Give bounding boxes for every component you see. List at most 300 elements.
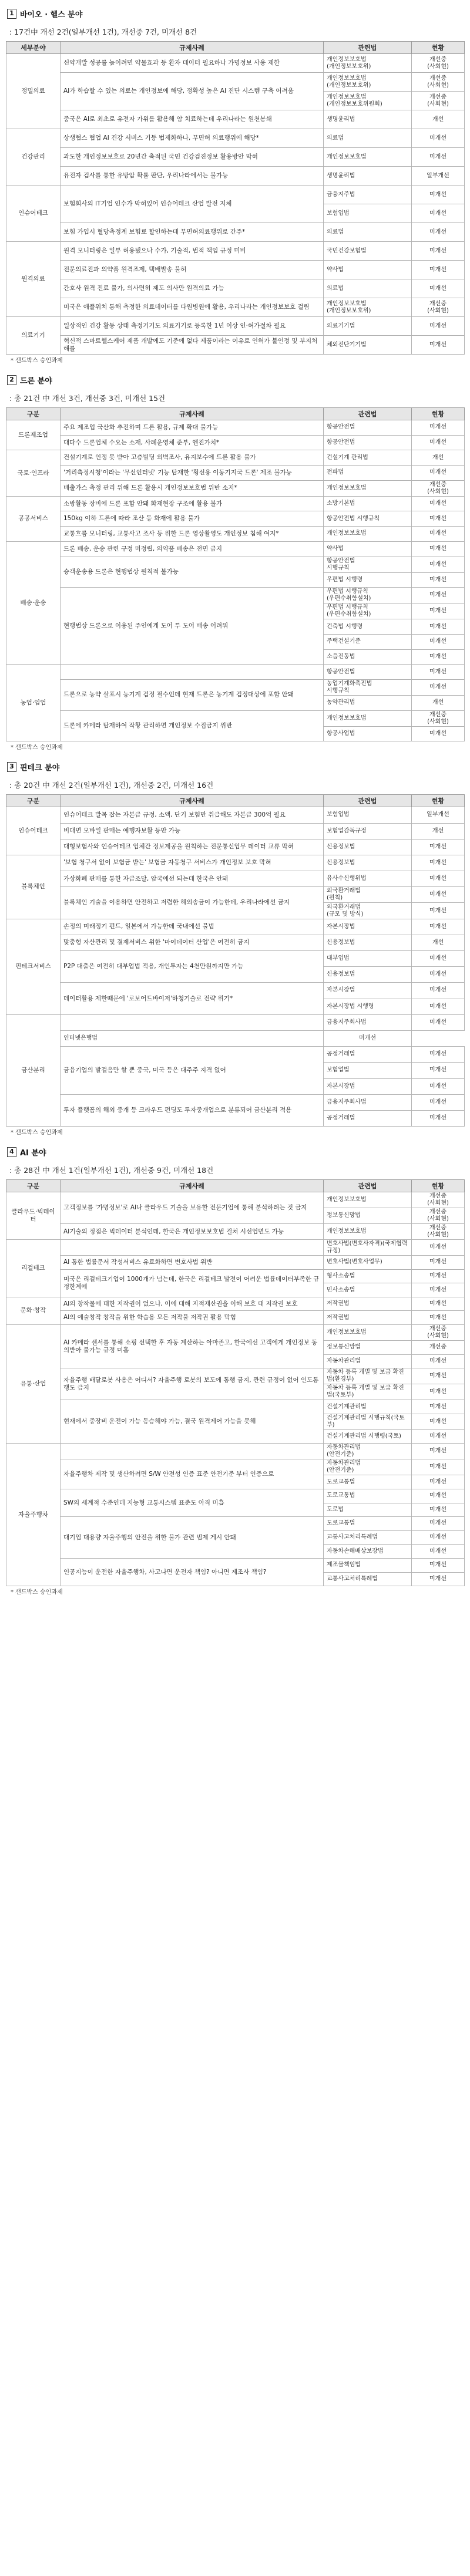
law-cell [324,148,412,167]
law-cell [324,903,412,919]
status-cell [412,1094,465,1110]
law-cell [324,129,412,148]
status-line: 미개선 [429,576,446,583]
status-line: (사회현) [427,718,449,725]
law-line: 소방기본법 [327,500,355,507]
status-cell [412,73,465,92]
status-cell [412,336,465,355]
law-line: 인터넷은행법 [63,1035,98,1042]
law-cell [324,527,412,542]
law-line: 의료기기법 [327,322,355,329]
status-cell [412,298,465,317]
status-cell [412,1530,465,1545]
status-cell [412,167,465,186]
status-cell [412,967,465,983]
header-category: 구분 [6,795,61,807]
status-line: 미개선 [429,1019,446,1026]
case-cell: 건설기계로 인정 못 받아 고층빌딩 외벽조사, 유지보수에 드론 활용 불가 [61,450,324,466]
status-cell [412,1110,465,1126]
status-cell [412,511,465,527]
status-cell [412,999,465,1014]
law-cell [324,1354,412,1368]
status-cell [412,1444,465,1459]
status-line: 미개선 [429,638,446,645]
law-cell [324,541,412,557]
status-line: 개선중 [429,1209,446,1216]
category-cell: 건강관리 [6,129,61,186]
status-line: 미개선 [429,653,446,660]
case-cell: 드론에 카메라 탑재하여 작황 관리하면 개인정보 수집금지 위반 [61,710,324,741]
status-line: 미개선 [429,1418,446,1425]
status-line: (사회현) [427,1200,449,1207]
table-header [6,42,465,54]
status-cell [412,1572,465,1586]
law-line: 공정거래법 [327,1051,355,1058]
table-header [6,795,465,807]
status-line: 미개선 [429,322,446,329]
law-cell [324,1530,412,1545]
law-cell [324,73,412,92]
law-line: 공정거래법 [327,1114,355,1121]
status-cell [412,807,465,823]
status-line: 미개선 [429,1300,446,1307]
law-cell [324,466,412,481]
law-line: 우편법 시행규칙 [327,604,368,611]
case-cell: 투자 플랫폼의 해외 중개 등 크라우드 펀딩도 투자중개업으로 분류되어 금산분리 적용 [61,1094,324,1126]
status-cell [412,1384,465,1400]
law-line: 항공안전법 시행규칙 [327,515,380,522]
table-row [6,298,465,317]
law-line: 개인정보보호법 [327,714,367,721]
law-line: (우편수취함설치) [327,595,371,602]
law-cell [324,807,412,823]
law-cell [324,572,412,588]
status-line: 미개선 [429,987,446,994]
case-cell: 주요 제조업 국산화 추진하며 드론 활용, 규제 확대 불가능 [61,420,324,436]
table-row [6,1240,465,1256]
case-cell: 교통흐름 모니터링, 교통사고 조사 등 위한 드론 영상촬영도 개인정보 침해 여지* [61,527,324,542]
status-cell [412,1545,465,1559]
case-cell: 신약개발 성공률 높이려면 약물효과 등 환자 데이터 필요하나 가명정보 사용 제한 [61,54,324,73]
status-line: 개선중 [429,93,446,100]
case-cell: 맞춤형 자산관리 및 결제서비스 위한 '마이데이터 산업'은 여전히 금지 [61,935,324,950]
status-cell [412,1078,465,1094]
law-cell [324,679,412,695]
status-cell [412,1047,465,1063]
section-number-box: 2 [7,375,16,385]
case-cell: 인슈어테크 발목 잡는 자본금 규정, 소액, 단기 보험만 취급해도 자본금 300억 필요 [61,807,324,823]
law-line: 의료법 [327,228,344,235]
law-cell [324,92,412,110]
status-cell [412,855,465,871]
table-row [6,466,465,481]
status-line: 미개선 [429,1403,446,1410]
law-line: (안전기준) [327,1467,354,1474]
case-cell: 현행법상 드론으로 이용된 주인에게 도어 투 도어 배송 어려워 [61,588,324,665]
case-cell: 대다수 드론업체 수요는 소재, 사례운영체 준부, 엔진가치* [61,435,324,450]
table-row [6,919,465,935]
status-cell [412,665,465,680]
status-line: 미개선 [429,134,446,141]
table-row [6,148,465,167]
status-line: 미개선 [429,1388,446,1395]
law-line: (개인정보보호위원회) [327,100,382,107]
law-cell [324,1283,412,1297]
status-cell [412,317,465,336]
status-cell [412,435,465,450]
law-line: 생명윤리법 [327,116,355,123]
law-line: 도로교통법 [327,1520,355,1527]
law-line: 저작권법 [327,1314,350,1321]
category-cell: 의료기기 [6,317,61,355]
status-cell [412,1192,465,1208]
status-cell [324,1030,412,1046]
law-cell [324,1545,412,1559]
law-cell [324,317,412,336]
category-cell: 농업·임업 [6,665,61,741]
case-cell: 상생협스 협업 AI 건강 서비스 기등 법제화하나, 무면허 의료행위에 해당* [61,129,324,148]
law-line: 개인정보보호법 [327,153,367,160]
status-cell [412,903,465,919]
header-case: 규제사례 [61,795,324,807]
header-case: 규제사례 [61,1180,324,1192]
law-cell [324,919,412,935]
status-line: 미개선 [429,923,446,930]
law-cell [324,1384,412,1400]
status-line: 미개선 [429,530,446,537]
law-cell [324,420,412,436]
law-line: 자본시장법 [327,923,355,930]
status-line: 미개선 [429,1259,446,1266]
status-cell [412,1325,465,1341]
status-cell [412,1503,465,1517]
status-line: 미개선 [429,500,446,507]
section-title-text: AI 분야 [20,1148,46,1158]
case-cell: AI의 창작물에 대한 저작권이 없으나, 이에 대해 지적재산권을 이해 보호 대 저작권 보호 [61,1297,324,1311]
status-cell [412,1240,465,1256]
law-cell [324,1368,412,1384]
law-cell [324,557,412,572]
law-line: 우편법 시행령 [327,576,363,583]
status-line: 미개선 [429,668,446,675]
law-cell [324,1459,412,1475]
status-cell [412,1311,465,1325]
status-cell [412,1475,465,1489]
section-number-box: 4 [7,1147,16,1157]
law-cell [324,54,412,73]
law-cell [324,649,412,665]
status-line: 미개선 [429,1083,446,1090]
law-cell [324,1297,412,1311]
status-cell [412,871,465,887]
status-line: 개선 [432,116,444,123]
status-line: 개선중 [429,56,446,63]
header-category: 구분 [6,1180,61,1192]
law-line: 정보통신망법 [327,1344,361,1351]
status-cell [412,588,465,603]
section-title [6,1142,464,1162]
status-line: 개선 [432,699,444,706]
status-line: 미개선 [429,247,446,254]
law-cell [324,110,412,129]
status-line: 미개선 [429,1575,446,1582]
status-line: 미개선 [429,1520,446,1527]
law-cell [324,1208,412,1224]
case-cell: 데이터활용 제한때문에 '로보어드바이저'하청기술로 전략 위기* [61,983,324,1014]
status-line: (사회현) [427,307,449,314]
status-line: 개선중 [429,481,446,488]
law-cell [324,298,412,317]
case-cell: '거리측정시청'이라는 '무선인터넷' 기능 탑재한 '횡선용 이동기지국 드론' 제조 불가능 [61,466,324,481]
case-cell: 유전자 검사를 통한 유방암 확률 판단, 우리나라에서는 불가능 [61,167,324,186]
category-cell: 인슈어테크 [6,186,61,242]
status-line: 미개선 [429,1098,446,1105]
table-row [6,242,465,261]
table-row [6,871,465,887]
case-cell: AI가 학습할 수 있는 의료는 개인정보에 해당, 정확성 높은 AI 진단 시스템 구축 어려움 [61,73,324,110]
status-line: 미개선 [429,623,446,630]
status-cell [412,1224,465,1240]
law-line: 건축법 시행령 [327,623,363,630]
law-line: 자동차관리법 [327,1357,361,1364]
law-line: 항공안전법 [327,668,355,675]
case-cell: 승객운송용 드론은 현행법상 원칙적 불가능 [61,557,324,588]
status-cell [412,1014,465,1030]
law-line: 유사수신행위법 [327,875,367,882]
status-line: 미개선 [429,859,446,866]
status-cell [412,839,465,855]
status-line: (사회현) [427,488,449,495]
law-line: 자본시장법 시행령 [327,1003,374,1010]
law-cell [324,336,412,355]
law-cell [324,1558,412,1572]
law-line: 약사법 [327,266,344,273]
category-cell: 유통·산업 [6,1325,61,1444]
law-cell [324,634,412,649]
table-row [6,855,465,871]
status-line: 미개선 [429,1433,446,1440]
status-cell [412,186,465,204]
status-line: 개선 [432,939,444,946]
case-cell: 드론 배송, 운송 관련 규정 미정립, 의약품 배송은 전면 금지 [61,541,324,557]
status-line: (사회현) [427,63,449,70]
law-line: 국민건강보험법 [327,247,367,254]
case-cell [61,665,324,680]
law-line: 소음진동법 [327,653,355,660]
status-line: 미개선 [429,424,446,431]
status-line: 미개선 [429,875,446,882]
table-row [6,1400,465,1414]
status-cell [412,983,465,999]
law-line: 자동차관리법 [327,1460,361,1467]
table-row [6,1192,465,1208]
table-row [6,511,465,527]
status-line: (사회현) [427,1232,449,1239]
law-line: 변호사법(변호사업무) [327,1259,382,1266]
law-line: (원칙) [327,895,343,902]
status-line: 미개선 [429,515,446,522]
status-cell [412,242,465,261]
law-cell [324,967,412,983]
case-cell: 가상화폐 판매를 통한 자금조달, 암국에선 되는데 한국은 안돼 [61,871,324,887]
case-cell: 소방활동 장비에 드론 포함 안돼 화재현장 구조에 활용 불가 [61,496,324,511]
status-cell [412,919,465,935]
status-line: 미개선 [429,545,446,552]
category-cell: 공공서비스 [6,496,61,541]
status-line: 미개선 [429,1051,446,1058]
status-line: 개선중 [429,300,446,307]
status-cell [412,1414,465,1429]
status-cell [412,572,465,588]
case-cell [61,1240,324,1256]
category-cell: 금산분리 [6,1014,61,1126]
law-cell [324,1014,412,1030]
status-line: 미개선 [429,1373,446,1380]
status-cell [412,634,465,649]
table-row [6,336,465,355]
table-row [6,1047,465,1063]
category-cell: 리걸테크 [6,1240,61,1297]
case-cell: 대형보험사와 인슈어테크 업체간 정보제공을 원칙하는 전문통신업무 데이터 교류 막혀 [61,839,324,855]
regulation-table [6,41,465,355]
law-cell [324,261,412,279]
table-row [6,1094,465,1110]
section-title-text: 드론 분야 [20,376,52,386]
law-line: 대부업법 [327,955,350,962]
table-row [6,1325,465,1341]
table-row [6,935,465,950]
law-line: 자동차손해배상보장법 [327,1547,384,1555]
status-cell [412,1459,465,1475]
footnote: * 샌드박스 승인과제 [11,358,63,364]
law-cell [324,1475,412,1489]
law-line: 신용정보법 [327,859,355,866]
category-cell: 핀테크서비스 [6,919,61,1014]
status-cell [412,527,465,542]
law-line: 우편법 시행규칙 [327,588,368,595]
header-status: 현황 [412,795,465,807]
status-cell [412,129,465,148]
law-line: 의료법 [327,134,344,141]
table-row [6,541,465,557]
law-line: 개인정보보호법 [327,1228,367,1235]
law-line: 보험업감독규정 [327,827,367,834]
status-line: 미개선 [429,341,446,348]
status-line: 미개선 [429,1357,446,1364]
header-category: 세부분야 [6,42,61,54]
case-cell: 중국은 AI로 최초로 유전자 가위를 활용해 암 치료하는데 우리나라는 원천봉쇄 [61,110,324,129]
law-line: 생명윤리법 [327,172,355,179]
status-line: 미개선 [359,1035,376,1042]
section-2 [6,370,464,756]
status-line: 개선 [432,827,444,834]
status-cell [412,450,465,466]
law-cell [324,695,412,710]
case-cell: 간호사 원격 진료 불가, 의사면허 제도 의사만 원격의료 가능 [61,279,324,298]
status-line: 미개선 [429,1492,446,1499]
case-cell: 대기업 대용량 자율주행의 안전을 위한 불가 관련 법제 게시 안돼 [61,1517,324,1559]
section-1 [6,4,464,369]
law-line: 자동차 등록 개별 및 보급 확진법(국토부) [327,1385,404,1399]
law-cell [324,855,412,871]
status-line: 개선중 [429,75,446,82]
law-cell [324,1078,412,1094]
status-cell [412,1256,465,1270]
law-line: (안전기준) [327,1451,354,1458]
law-cell [324,1503,412,1517]
law-cell [324,1224,412,1240]
law-cell [324,1094,412,1110]
status-cell [412,541,465,557]
status-cell [412,1063,465,1078]
law-line: 주택건설기준 [327,638,361,645]
case-cell [61,1014,324,1030]
law-cell [324,951,412,967]
law-cell [324,1110,412,1126]
status-line: 미개선 [429,1314,446,1321]
law-line: 농약관리법 [327,699,355,706]
category-cell: 인슈어테크 [6,807,61,855]
law-line: 자본시장법 [327,987,355,994]
status-line: 미개선 [429,730,446,737]
law-line: 개인정보보호법 [327,1329,367,1336]
table-row [6,1030,465,1046]
law-cell [324,223,412,242]
regulation-table [6,407,465,741]
law-line: 교통사고처리특례법 [327,1534,378,1541]
case-cell: SW의 세계적 수준인데 지능형 교통시스템 표준도 아직 미흡 [61,1489,324,1517]
category-cell: 클라우드·빅데이터 [6,1192,61,1240]
table-row [6,679,465,695]
status-line: 미개선 [429,228,446,235]
section-title [6,4,464,23]
header-status: 현황 [412,1180,465,1192]
case-cell: 일상적인 건강 활동 상태 측정기기도 의료기기로 등록한 1년 이상 인·허가절차 필요 [61,317,324,336]
law-cell [324,839,412,855]
law-cell [324,588,412,603]
law-cell [324,1240,412,1256]
table-body [6,54,465,355]
section-3 [6,757,464,1141]
footnote: * 샌드박스 승인과제 [11,1589,63,1596]
status-cell [412,1400,465,1414]
law-line: 약사법 [327,545,344,552]
case-cell: 원격 모니터링은 일부 허용됐으나 수가, 기술적, 법적 책임 규정 미비 [61,242,324,261]
case-cell: 미국은 애플워치 통해 측정한 의료데이터를 다원병원에 활용, 우리나라는 개인정보보호 걸림 [61,298,324,317]
law-line: (우편수취함설치) [327,611,371,618]
law-cell [324,1311,412,1325]
law-cell [324,279,412,298]
status-line: 미개선 [429,561,446,568]
status-cell [412,726,465,741]
status-cell [412,935,465,950]
case-cell: AI 카메라 센서를 통해 쇼핑 선택한 후 자동 계산하는 아마존고, 한국에선 고객에게 개인정보 동의받아 불가능 규정 미흡 [61,1325,324,1368]
law-line: 건설기계관리법 시행규칙(국토부) [327,1414,405,1428]
law-cell [324,1444,412,1459]
status-cell [412,466,465,481]
law-cell [324,1429,412,1444]
law-line: 체외진단기기법 [327,341,367,348]
law-line: 제조물책임법 [327,1562,361,1569]
status-line: (사회현) [427,82,449,89]
law-line: 보험업법 [327,811,350,818]
law-cell [324,1572,412,1586]
regulation-table [6,1179,465,1586]
law-cell [324,871,412,887]
table-row [6,1459,465,1475]
status-line: 미개선 [429,608,446,615]
case-cell: 비대면 모바일 판매는 예행자보활 등만 가능 [61,823,324,839]
